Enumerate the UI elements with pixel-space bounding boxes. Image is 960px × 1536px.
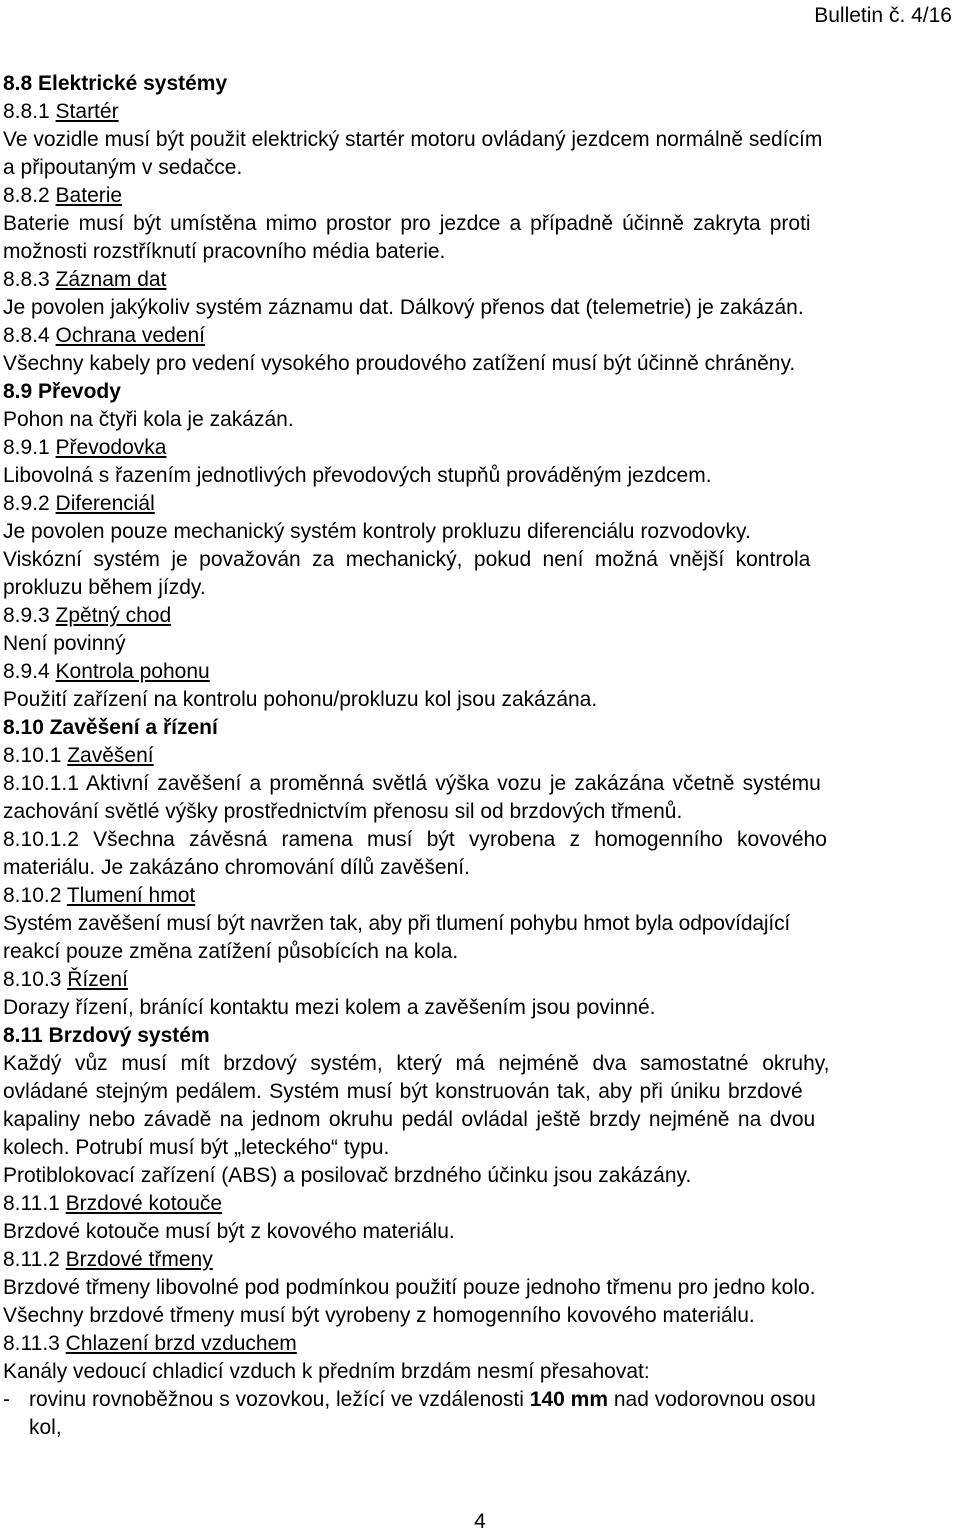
paragraph-line: Každý vůz musí mít brzdový systém, který má nejméně dva samostatné okruhy, bbox=[3, 1052, 830, 1075]
subsection-number: 8.9.2 bbox=[3, 492, 56, 515]
subsection-title: Převodovka bbox=[55, 436, 167, 459]
paragraph-line: Libovolná s řazením jednotlivých převodových stupňů prováděným jezdcem. bbox=[3, 464, 712, 487]
subsection-title: Zpětný chod bbox=[55, 604, 172, 627]
list-item-text: rovinu rovnoběžnou s vozovkou, ležící ve vzdálenosti bbox=[29, 1388, 530, 1411]
subsection-heading-8-11-3 bbox=[3, 1330, 957, 1358]
list-dash: - bbox=[3, 1388, 10, 1411]
subsection-number: 8.8.1 bbox=[3, 100, 56, 123]
paragraph-line: kolech. Potrubí musí být „leteckého“ typu. bbox=[3, 1136, 390, 1159]
subsection-title: Ochrana vedení bbox=[55, 324, 205, 347]
paragraph-line: materiálu. Je zakázáno chromování dílů zavěšení. bbox=[3, 856, 470, 879]
subsection-heading-8-10-3 bbox=[3, 966, 957, 994]
subsection-heading-8-8-3 bbox=[3, 266, 957, 294]
subsection-title: Kontrola pohonu bbox=[55, 660, 210, 683]
paragraph-line: Není povinný bbox=[3, 632, 126, 655]
subsection-number: 8.11.1 bbox=[3, 1192, 66, 1215]
page-number: 4 bbox=[474, 1510, 486, 1533]
subsection-title: Diferenciál bbox=[55, 492, 155, 515]
subsection-title: Řízení bbox=[67, 968, 128, 991]
list-item-bold-value: 140 mm bbox=[529, 1388, 608, 1411]
paragraph-line: Pohon na čtyři kola je zakázán. bbox=[3, 408, 294, 431]
paragraph-line: Viskózní systém je považován za mechanický, pokud není možná vnější kontrola bbox=[3, 548, 811, 571]
section-heading-8-11: 8.11 Brzdový systém bbox=[3, 1024, 210, 1047]
paragraph-line: Všechny brzdové třmeny musí být vyrobeny z homogenního kovového materiálu. bbox=[3, 1304, 755, 1327]
paragraph-line: Brzdové kotouče musí být z kovového materiálu. bbox=[3, 1220, 455, 1243]
subsection-title: Brzdové třmeny bbox=[65, 1248, 213, 1271]
paragraph-line: Protiblokovací zařízení (ABS) a posilovač brzdného účinku jsou zakázány. bbox=[3, 1164, 692, 1187]
subsection-number: 8.8.3 bbox=[3, 268, 56, 291]
subsection-heading-8-8-1 bbox=[3, 98, 957, 126]
subsection-number: 8.11.3 bbox=[3, 1332, 66, 1355]
list-item bbox=[3, 1386, 957, 1442]
section-heading-8-10: 8.10 Zavěšení a řízení bbox=[3, 716, 218, 739]
paragraph-line: Dorazy řízení, bránící kontaktu mezi kolem a zavěšením jsou povinné. bbox=[3, 996, 656, 1019]
subsection-number: 8.8.2 bbox=[3, 184, 56, 207]
list-item-text: nad vodorovnou osou bbox=[608, 1388, 816, 1411]
subsection-number: 8.8.4 bbox=[3, 324, 56, 347]
subsection-heading-8-10-1 bbox=[3, 742, 957, 770]
paragraph-line: 8.10.1.2 Všechna závěsná ramena musí být vyrobena z homogenního kovového bbox=[3, 828, 827, 851]
paragraph-line: prokluzu během jízdy. bbox=[3, 576, 206, 599]
subsection-heading-8-10-2 bbox=[3, 882, 957, 910]
subsection-number: 8.9.3 bbox=[3, 604, 56, 627]
paragraph-line: 8.10.1.1 Aktivní zavěšení a proměnná světlá výška vozu je zakázána včetně systému bbox=[3, 772, 821, 795]
subsection-heading-8-8-4 bbox=[3, 322, 957, 350]
paragraph-line: možnosti rozstříknutí pracovního média baterie. bbox=[3, 240, 446, 263]
paragraph-line: Baterie musí být umístěna mimo prostor pro jezdce a případně účinně zakryta proti bbox=[3, 212, 811, 235]
subsection-number: 8.10.2 bbox=[3, 884, 67, 907]
list-item-line bbox=[29, 1386, 957, 1414]
document-body bbox=[3, 70, 957, 1442]
paragraph-line: ovládané stejným pedálem. Systém musí být konstruován tak, aby při úniku brzdové bbox=[3, 1080, 803, 1103]
subsection-title: Zavěšení bbox=[67, 744, 154, 767]
subsection-title: Chlazení brzd vzduchem bbox=[65, 1332, 297, 1355]
subsection-heading-8-8-2 bbox=[3, 182, 957, 210]
paragraph-line: Je povolen pouze mechanický systém kontroly prokluzu diferenciálu rozvodovky. bbox=[3, 520, 751, 543]
subsection-number: 8.11.2 bbox=[3, 1248, 66, 1271]
subsection-heading-8-9-4 bbox=[3, 658, 957, 686]
bulletin-header: Bulletin č. 4/16 bbox=[814, 4, 952, 27]
paragraph-line: reakcí pouze změna zatížení působících na kola. bbox=[3, 940, 459, 963]
subsection-heading-8-9-3 bbox=[3, 602, 957, 630]
paragraph-line: Brzdové třmeny libovolné pod podmínkou použití pouze jednoho třmenu pro jedno kolo. bbox=[3, 1276, 816, 1299]
subsection-heading-8-9-2 bbox=[3, 490, 957, 518]
subsection-heading-8-11-2 bbox=[3, 1246, 957, 1274]
paragraph-line: zachování světlé výšky prostřednictvím přenosu sil od brzdových třmenů. bbox=[3, 800, 683, 823]
subsection-title: Záznam dat bbox=[55, 268, 167, 291]
subsection-number: 8.10.3 bbox=[3, 968, 68, 991]
subsection-title: Tlumení hmot bbox=[66, 884, 196, 907]
subsection-number: 8.9.4 bbox=[3, 660, 56, 683]
subsection-title: Baterie bbox=[55, 184, 123, 207]
subsection-title: Brzdové kotouče bbox=[65, 1192, 223, 1215]
paragraph-line: kapaliny nebo závadě na jednom okruhu pedál ovládal ještě brzdy nejméně na dvou bbox=[3, 1108, 816, 1131]
section-heading-8-9: 8.9 Převody bbox=[3, 380, 121, 403]
list-item-line: kol, bbox=[29, 1416, 62, 1439]
subsection-heading-8-9-1 bbox=[3, 434, 957, 462]
paragraph-line: Použití zařízení na kontrolu pohonu/prokluzu kol jsou zakázána. bbox=[3, 688, 598, 711]
subsection-title: Startér bbox=[55, 100, 119, 123]
paragraph-line: Ve vozidle musí být použit elektrický startér motoru ovládaný jezdcem normálně sedícím bbox=[3, 128, 823, 151]
subsection-number: 8.10.1 bbox=[3, 744, 68, 767]
subsection-heading-8-11-1 bbox=[3, 1190, 957, 1218]
paragraph-line: Všechny kabely pro vedení vysokého proudového zatížení musí být účinně chráněny. bbox=[3, 352, 796, 375]
subsection-number: 8.9.1 bbox=[3, 436, 56, 459]
paragraph-line: Systém zavěšení musí být navržen tak, aby při tlumení pohybu hmot byla odpovídající bbox=[3, 912, 791, 935]
section-heading-8-8: 8.8 Elektrické systémy bbox=[3, 72, 228, 95]
paragraph-line: a připoutaným v sedačce. bbox=[3, 156, 243, 179]
paragraph-line: Je povolen jakýkoliv systém záznamu dat. Dálkový přenos dat (telemetrie) je zakázán. bbox=[3, 296, 804, 319]
paragraph-line: Kanály vedoucí chladicí vzduch k předním brzdám nesmí přesahovat: bbox=[3, 1360, 650, 1383]
